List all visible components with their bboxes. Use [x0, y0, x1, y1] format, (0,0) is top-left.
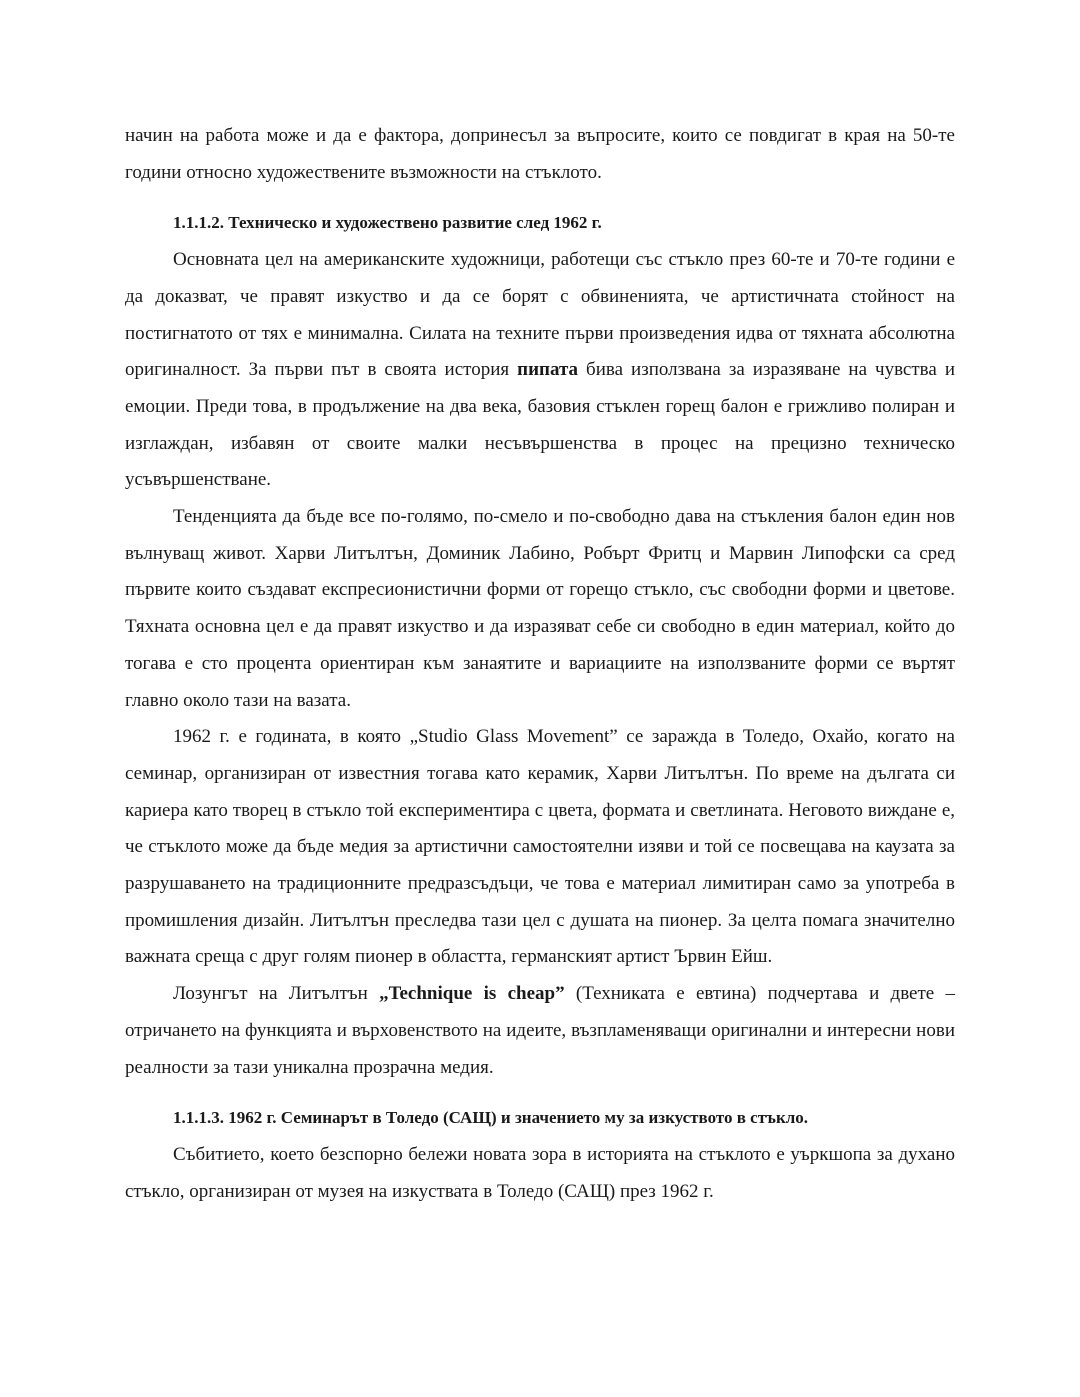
bold-slogan: „Technique is cheap”	[379, 983, 565, 1005]
document-page	[125, 118, 955, 1210]
paragraph-slogan	[125, 976, 955, 1086]
paragraph-text: (Техниката е евтина) подчертава и двете – отричането на функцията и върховенството на идеите, възпламеняващи оригинални и интересни нови реалности за тази уникална прозрачна медия.	[125, 983, 956, 1078]
paragraph-text: Основната цел на американските художници, работещи със стъкло през 60-те и 70-те години е да доказват, че правят изкуство и да се борят с обвиненията, че артистичната стойност на постигнатото от тях е минимална. Силата на техните първи произведения идва от тяхната абсолютна оригиналност. За първи път в своята история	[125, 249, 955, 381]
paragraph-text: бива използвана за изразяване на чувства и емоции. Преди това, в продължение на два века, базовия стъклен горещ балон е грижливо полиран и изглаждан, избавян от своите малки несъвършенства в процес на прецизно техническо усъвършенстване.	[125, 359, 955, 491]
intro-paragraph: начин на работа може и да е фактора, допринесъл за въпросите, които се повдигат в края на 50-те години относно художествените възможности на стъклото.	[125, 125, 955, 183]
spacer	[125, 1086, 955, 1100]
bold-term-pipe: пипата	[517, 359, 579, 381]
paragraph-event: Събитието, което безспорно бележи новата зора в историята на стъклото е уъркшопа за духано стъкло, организиран от музея на изкуствата в Толедо (САЩ) през 1962 г.	[125, 1143, 955, 1202]
paragraph-text: Лозунгът на Литълтън	[173, 983, 380, 1005]
section-heading-1-1-1-2: 1.1.1.2. Техническо и художествено развитие след 1962 г.	[173, 213, 602, 233]
paragraph-goal-of-artists	[125, 242, 955, 499]
paragraph-1962-movement: 1962 г. е годината, в която „Studio Glass Movement” се заражда в Толедо, Охайо, когато на семинар, организиран от известния тогава като керамик, Харви Литълтън. По време на дългата си кариера като творец в стъкло той експериментира с цвета, формата и светлината. Неговото виждане е, че стъклото може да бъде медия за артистични самостоятелни изяви и той се посвещава на каузата за разрушаването на традиционните предразсъдъци, че това е материал лимитиран само за употреба в промишления дизайн. Литълтън преследва тази цел с душата на пионер. За целта помага значително важната среща с друг голям пионер в областта, германският артист Ървин Ейш.	[125, 726, 955, 968]
section-heading-1-1-1-3: 1.1.1.3. 1962 г. Семинарът в Толедо (САЩ) и значението му за изкуството в стъкло.	[173, 1108, 809, 1128]
spacer	[125, 191, 955, 205]
paragraph-tendency: Тенденцията да бъде все по-голямо, по-смело и по-свободно дава на стъкления балон един нов вълнуващ живот. Харви Литълтън, Доминик Лабино, Робърт Фритц и Марвин Липофски са сред първите които създават експресионистични форми от горещо стъкло, със свободни форми и цветове. Тяхната основна цел е да правят изкуство и да изразяват себе си свободно в един материал, който до тогава е сто процента ориентиран към занаятите и вариациите на използваните форми се въртят главно около тази на вазата.	[125, 506, 955, 711]
